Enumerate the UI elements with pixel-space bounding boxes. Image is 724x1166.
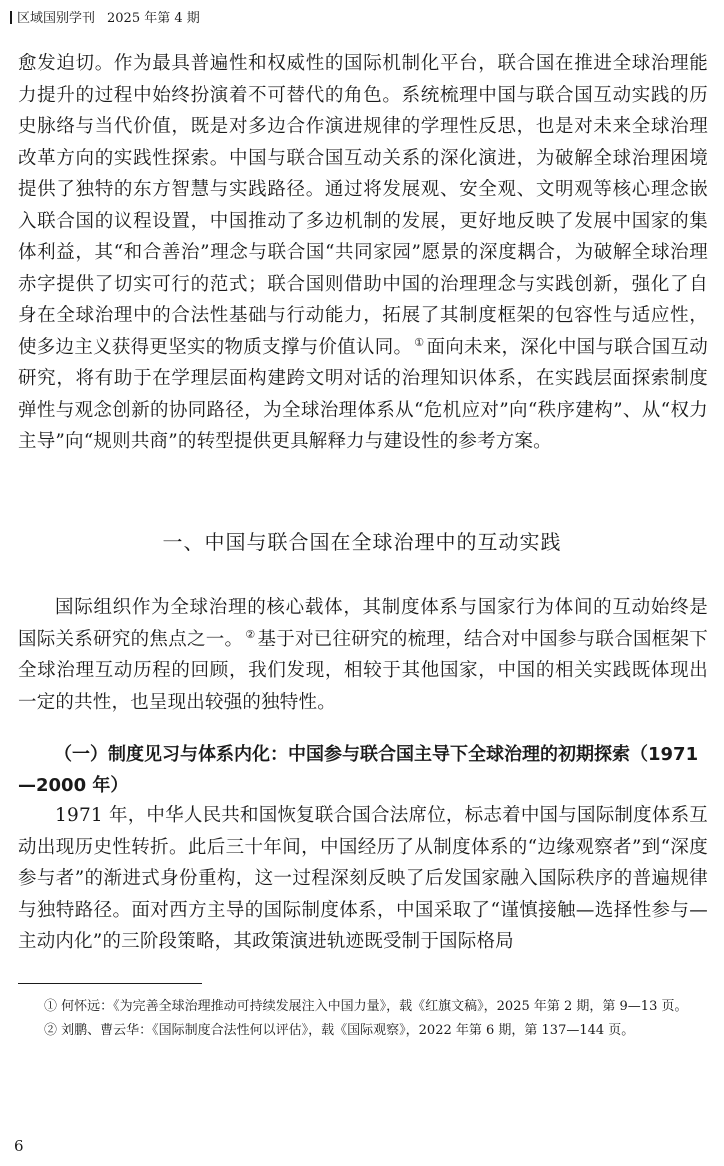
footnote-1 — [18, 995, 708, 1019]
paragraph-text: 愈发迫切。作为最具普遍性和权威性的国际机制化平台，联合国在推进全球治理能力提升的过程中始终扮演着不可替代的角色。系统梳理中国与联合国互动实践的历史脉络与当代价值，既是对多边合作演进规律的学理性反思，也是对未来全球治理改革方向的实践性探索。中国与联合国互动关系的深化演进，为破解全球治理困境提供了独特的东方智慧与实践路径。通过将发展观、安全观、文明观等核心理念嵌入联合国的议程设置，中国推动了多边机制的发展，更好地反映了发展中国家的集体利益，其“和合善治”理念与联合国“共同家园”愿景的深度耦合，为破解全球治理赤字提供了切实可行的范式；联合国则借助中国的治理理念与实践创新，强化了自身在全球治理中的合法性基础与行动能力，拓展了其制度框架的包容性与适应性，使多边主义获得更坚实的物质支撑与价值认同。 — [18, 53, 708, 358]
paragraph-text: 面向未来，深化中国与联合国互动研究，将有助于在学理层面构建跨文明对话的治理知识体系，在实践层面探索制度弹性与观念创新的协同路径，为全球治理体系从“危机应对”向“秩序建构”、从“权力主导”向“规则共商”的转型提供更具解释力与建设性的参考方案。 — [18, 336, 708, 452]
running-head-bar — [10, 11, 12, 24]
footnote-divider — [18, 983, 202, 984]
footnote-marker: ② — [44, 1023, 58, 1038]
footnote-text: 何怀远：《为完善全球治理推动可持续发展注入中国力量》，载《红旗文稿》，2025 年第 2 期，第 9—13 页。 — [61, 999, 688, 1014]
paragraph-text: 基于对已往研究的梳理，结合对中国参与联合国框架下全球治理互动历程的回顾，我们发现，相较于其他国家，中国的相关实践既体现出一定的共性，也呈现出较强的独特性。 — [18, 628, 708, 713]
footnote-ref-1[interactable]: ① — [414, 335, 425, 349]
section-heading: 一、中国与联合国在全球治理中的互动实践 — [162, 530, 562, 554]
paragraph-text: 国际组织作为全球治理的核心载体，其制度体系与国家行为体间的互动始终是国际关系研究的焦点之一。 — [18, 597, 708, 650]
page-number: 6 — [14, 1137, 24, 1155]
running-head — [10, 10, 200, 28]
footnotes — [18, 995, 708, 1043]
footnote-ref-2[interactable]: ② — [245, 627, 256, 641]
footnote-2 — [18, 1019, 708, 1043]
footnote-marker: ① — [44, 999, 58, 1014]
body-paragraph-1 — [18, 48, 708, 458]
body-paragraph-3: 1971 年，中华人民共和国恢复联合国合法席位，标志着中国与国际制度体系互动出现历史性转折。此后三十年间，中国经历了从制度体系的“边缘观察者”到“深度参与者”的渐进式身份重构，这一过程深刻反映了后发国家融入国际秩序的普遍规律与独特路径。面对西方主导的国际制度体系，中国采取了“谨慎接触—选择性参与—主动内化”的三阶段策略，其政策演进轨迹既受制于国际格局 — [18, 805, 708, 952]
journal-issue: 2025 年第 4 期 — [107, 11, 200, 26]
body-paragraph-2 — [18, 592, 708, 718]
journal-name: 区域国别学刊 — [17, 11, 96, 26]
subsection-heading: （一）制度见习与体系内化：中国参与联合国主导下全球治理的初期探索（1971—2000 年） — [18, 744, 699, 796]
footnote-text: 刘鹏、曹云华：《国际制度合法性何以评估》，载《国际观察》，2022 年第 6 期，第 137—144 页。 — [61, 1023, 635, 1038]
